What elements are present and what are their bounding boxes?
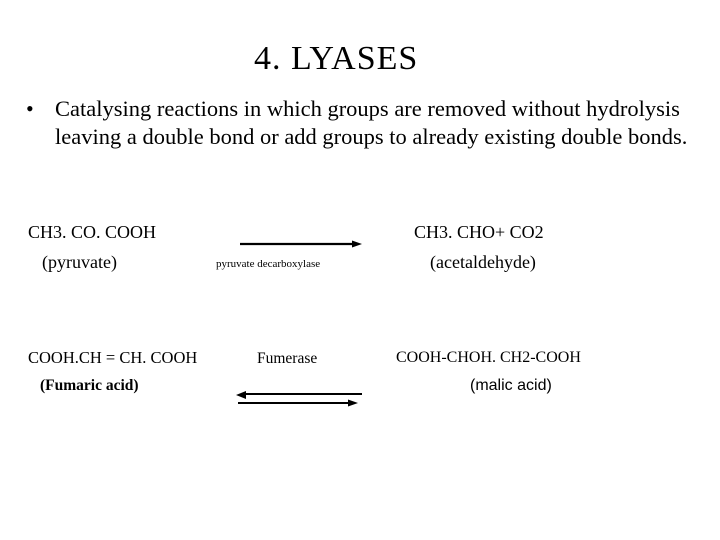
reaction-1-product-formula: CH3. CHO+ CO2 [414,222,544,242]
reaction-2-product-formula: COOH-CHOH. CH2-COOH [396,349,581,366]
reaction-2-product-name: (malic acid) [470,377,552,394]
slide-title: 4. LYASES [254,40,419,77]
reaction-2-substrate-formula: COOH.CH = CH. COOH [28,348,198,367]
reaction-1-product-name: (acetaldehyde) [430,252,536,272]
reaction-2-substrate-name: (Fumaric acid) [40,377,139,394]
reaction-1-substrate-name: (pyruvate) [42,252,117,272]
reaction-1-substrate-formula: CH3. CO. COOH [28,222,157,242]
bullet-text: Catalysing reactions in which groups are removed without hydrolysis leaving a double bond or add groups to already existing double bonds. [55,96,688,149]
reversible-arrow-icon [234,388,364,410]
bullet-icon: • [26,96,34,121]
reaction-1-enzyme: pyruvate decarboxylase [216,258,321,270]
reaction-2-enzyme: Fumerase [257,350,318,367]
forward-arrow-icon [238,238,364,250]
